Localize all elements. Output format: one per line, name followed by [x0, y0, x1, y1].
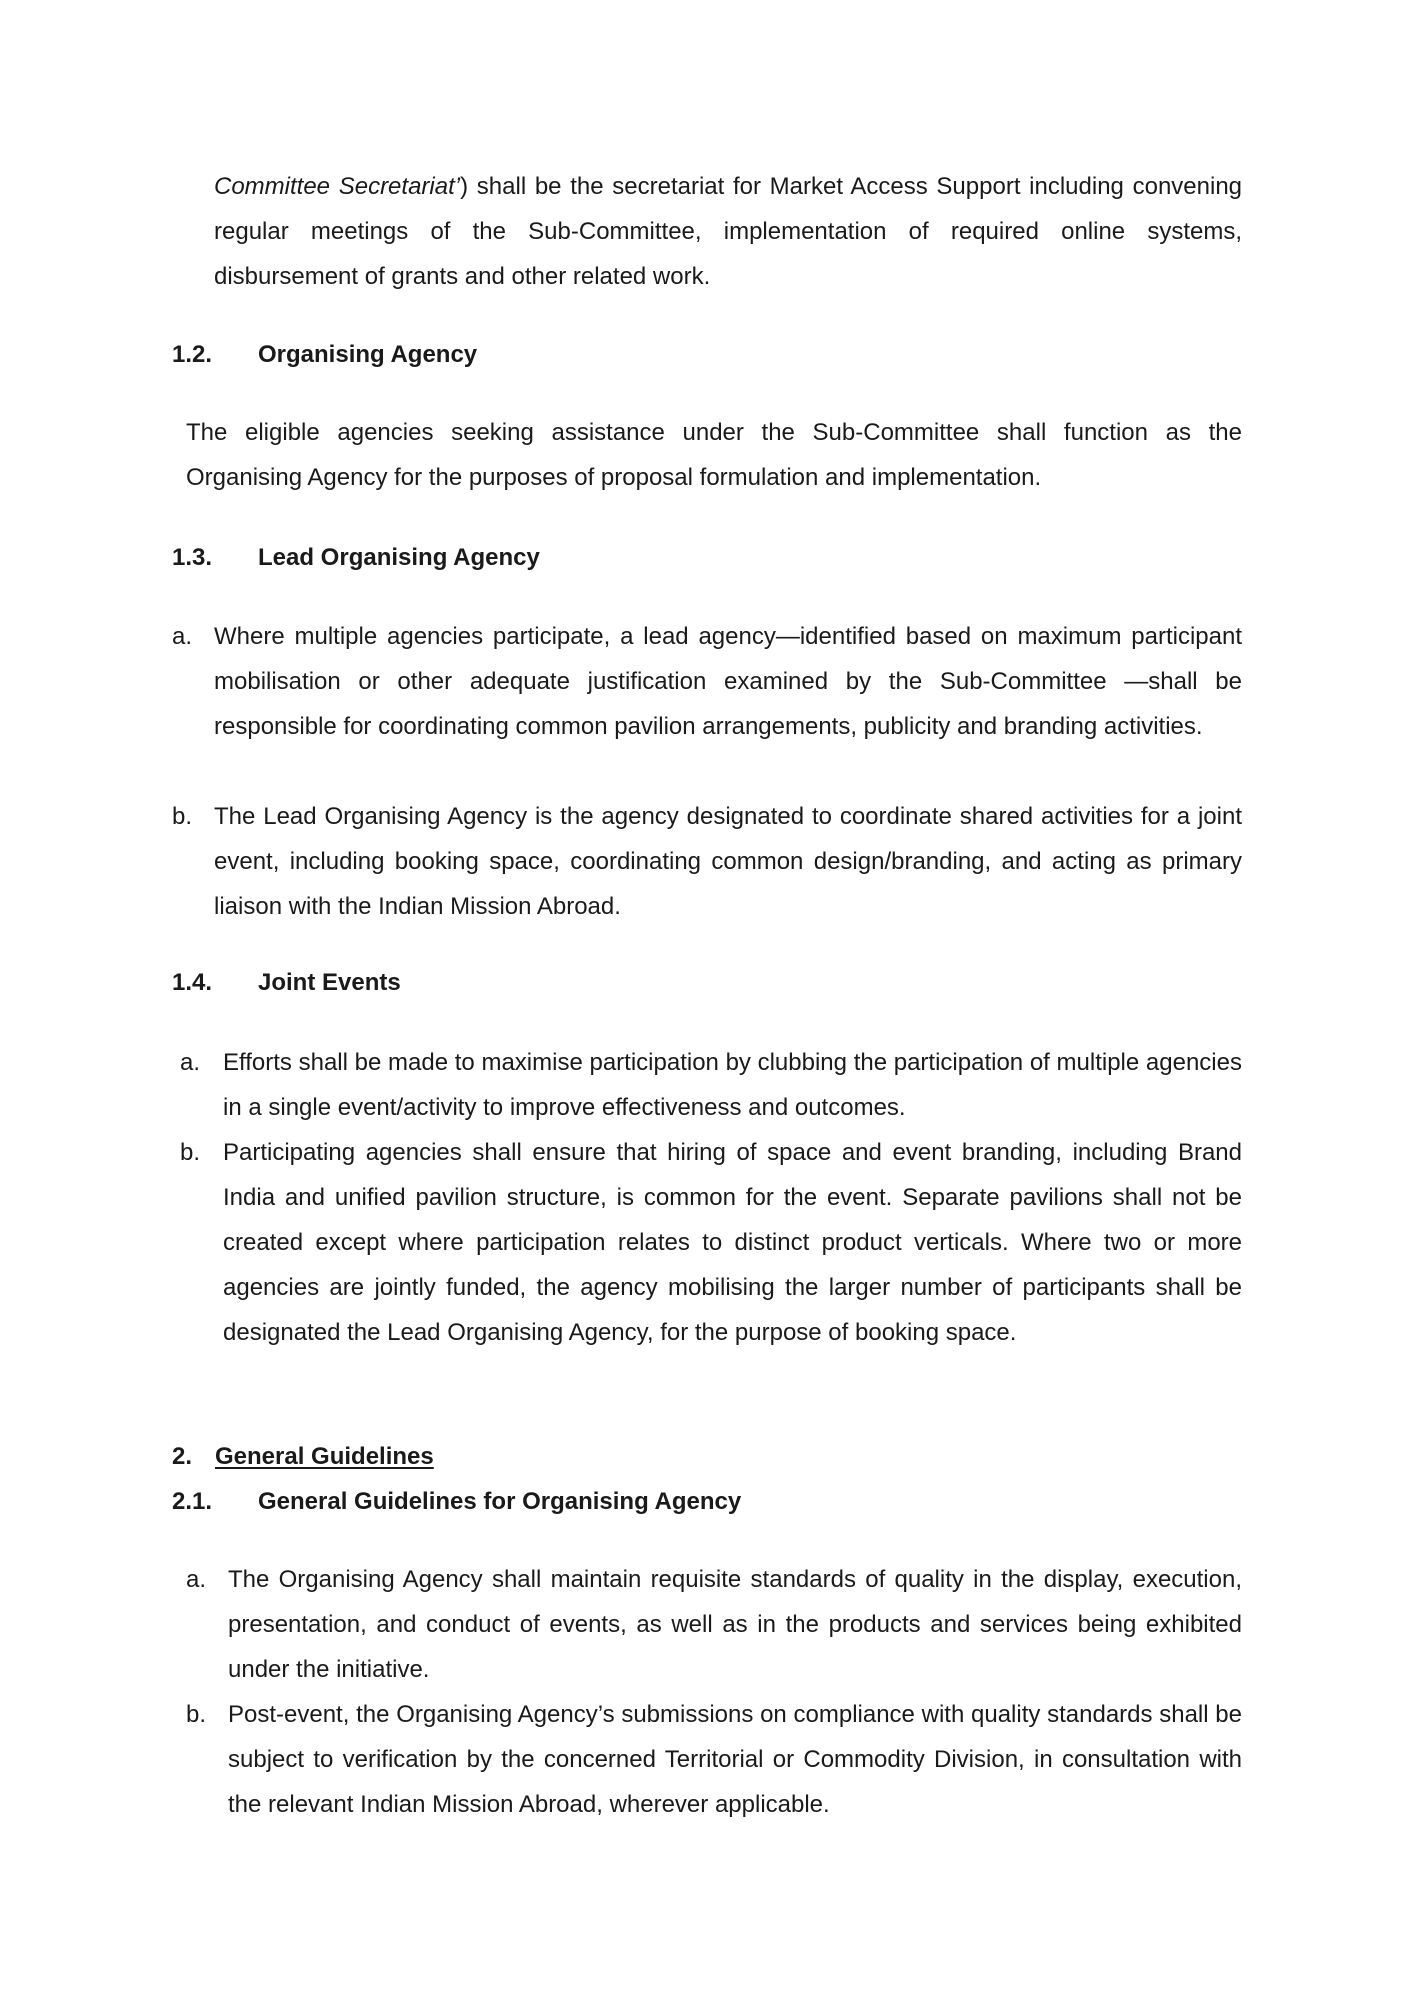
list-item-text: Efforts shall be made to maximise participation by clubbing the participation of multiple agencies in a single event/activity to improve effectiveness and outcomes.: [223, 1049, 1242, 1121]
section-number: 1.4.: [172, 969, 213, 996]
section-1-2-paragraph: The eligible agencies seeking assistance under the Sub-Committee shall function as the Organising Agency for the purposes of proposal formulation and implementation.: [186, 419, 1242, 491]
section-heading-1-3: [172, 535, 1242, 580]
section-title: General Guidelines for Organising Agency: [258, 1488, 742, 1515]
intro-italic-lead: Committee Secretariat’: [214, 173, 461, 200]
chapter-heading: [172, 1434, 1242, 1479]
list-item-text: Where multiple agencies participate, a lead agency—identified based on maximum participant mobilisation or other adequate justification examined by the Sub-Committee —shall be responsible for coordinating common pavilion arrangements, publicity and branding activities.: [214, 623, 1242, 740]
list-item-text: Participating agencies shall ensure that hiring of space and event branding, including Brand India and unified pavilion structure, is common for the event. Separate pavilions shall not be created except where participation relates to distinct product verticals. Where two or more agencies are jointly funded, the agency mobilising the larger number of participants shall be designated the Lead Organising Agency, for the purpose of booking space.: [223, 1139, 1242, 1346]
list-marker: b.: [172, 803, 193, 830]
list-item: [186, 1692, 1242, 1827]
list-marker: b.: [186, 1701, 207, 1728]
section-heading-1-2: [172, 332, 1242, 377]
list-marker: b.: [180, 1139, 201, 1166]
section-number: 1.3.: [172, 544, 213, 571]
list-item: [172, 794, 1242, 929]
list-marker: a.: [172, 623, 193, 650]
list-item: [172, 614, 1242, 794]
section-title: Joint Events: [258, 969, 401, 996]
section-title: Lead Organising Agency: [258, 544, 540, 571]
section-number: 1.2.: [172, 341, 213, 368]
list-marker: a.: [180, 1049, 201, 1076]
intro-paragraph: [214, 164, 1242, 299]
chapter-number: 2.: [172, 1443, 193, 1470]
list-item-text: The Lead Organising Agency is the agency designated to coordinate shared activities for a joint event, including booking space, coordinating common design/branding, and acting as primary liaison with the Indian Mission Abroad.: [214, 803, 1242, 920]
section-heading-2-1: [172, 1479, 1242, 1524]
list-marker: a.: [186, 1566, 207, 1593]
chapter-title: General Guidelines: [215, 1443, 434, 1470]
list-item: [180, 1040, 1242, 1130]
list-item-text: Post-event, the Organising Agency’s submissions on compliance with quality standards shall be subject to verification by the concerned Territorial or Commodity Division, in consultation with the relevant Indian Mission Abroad, wherever applicable.: [228, 1701, 1242, 1818]
section-heading-1-4: [172, 960, 1242, 1005]
section-title: Organising Agency: [258, 341, 478, 368]
list-item-text: The Organising Agency shall maintain requisite standards of quality in the display, execution, presentation, and conduct of events, as well as in the products and services being exhibited under the initiative.: [228, 1566, 1242, 1683]
list-item: [180, 1130, 1242, 1400]
intro-text: ) shall be the secretariat for Market Access Support including convening regular meetings of the Sub-Committee, implementation of required online systems, disbursement of grants and other related work.: [214, 173, 1243, 290]
list-item: [186, 1557, 1242, 1692]
section-number: 2.1.: [172, 1488, 213, 1515]
